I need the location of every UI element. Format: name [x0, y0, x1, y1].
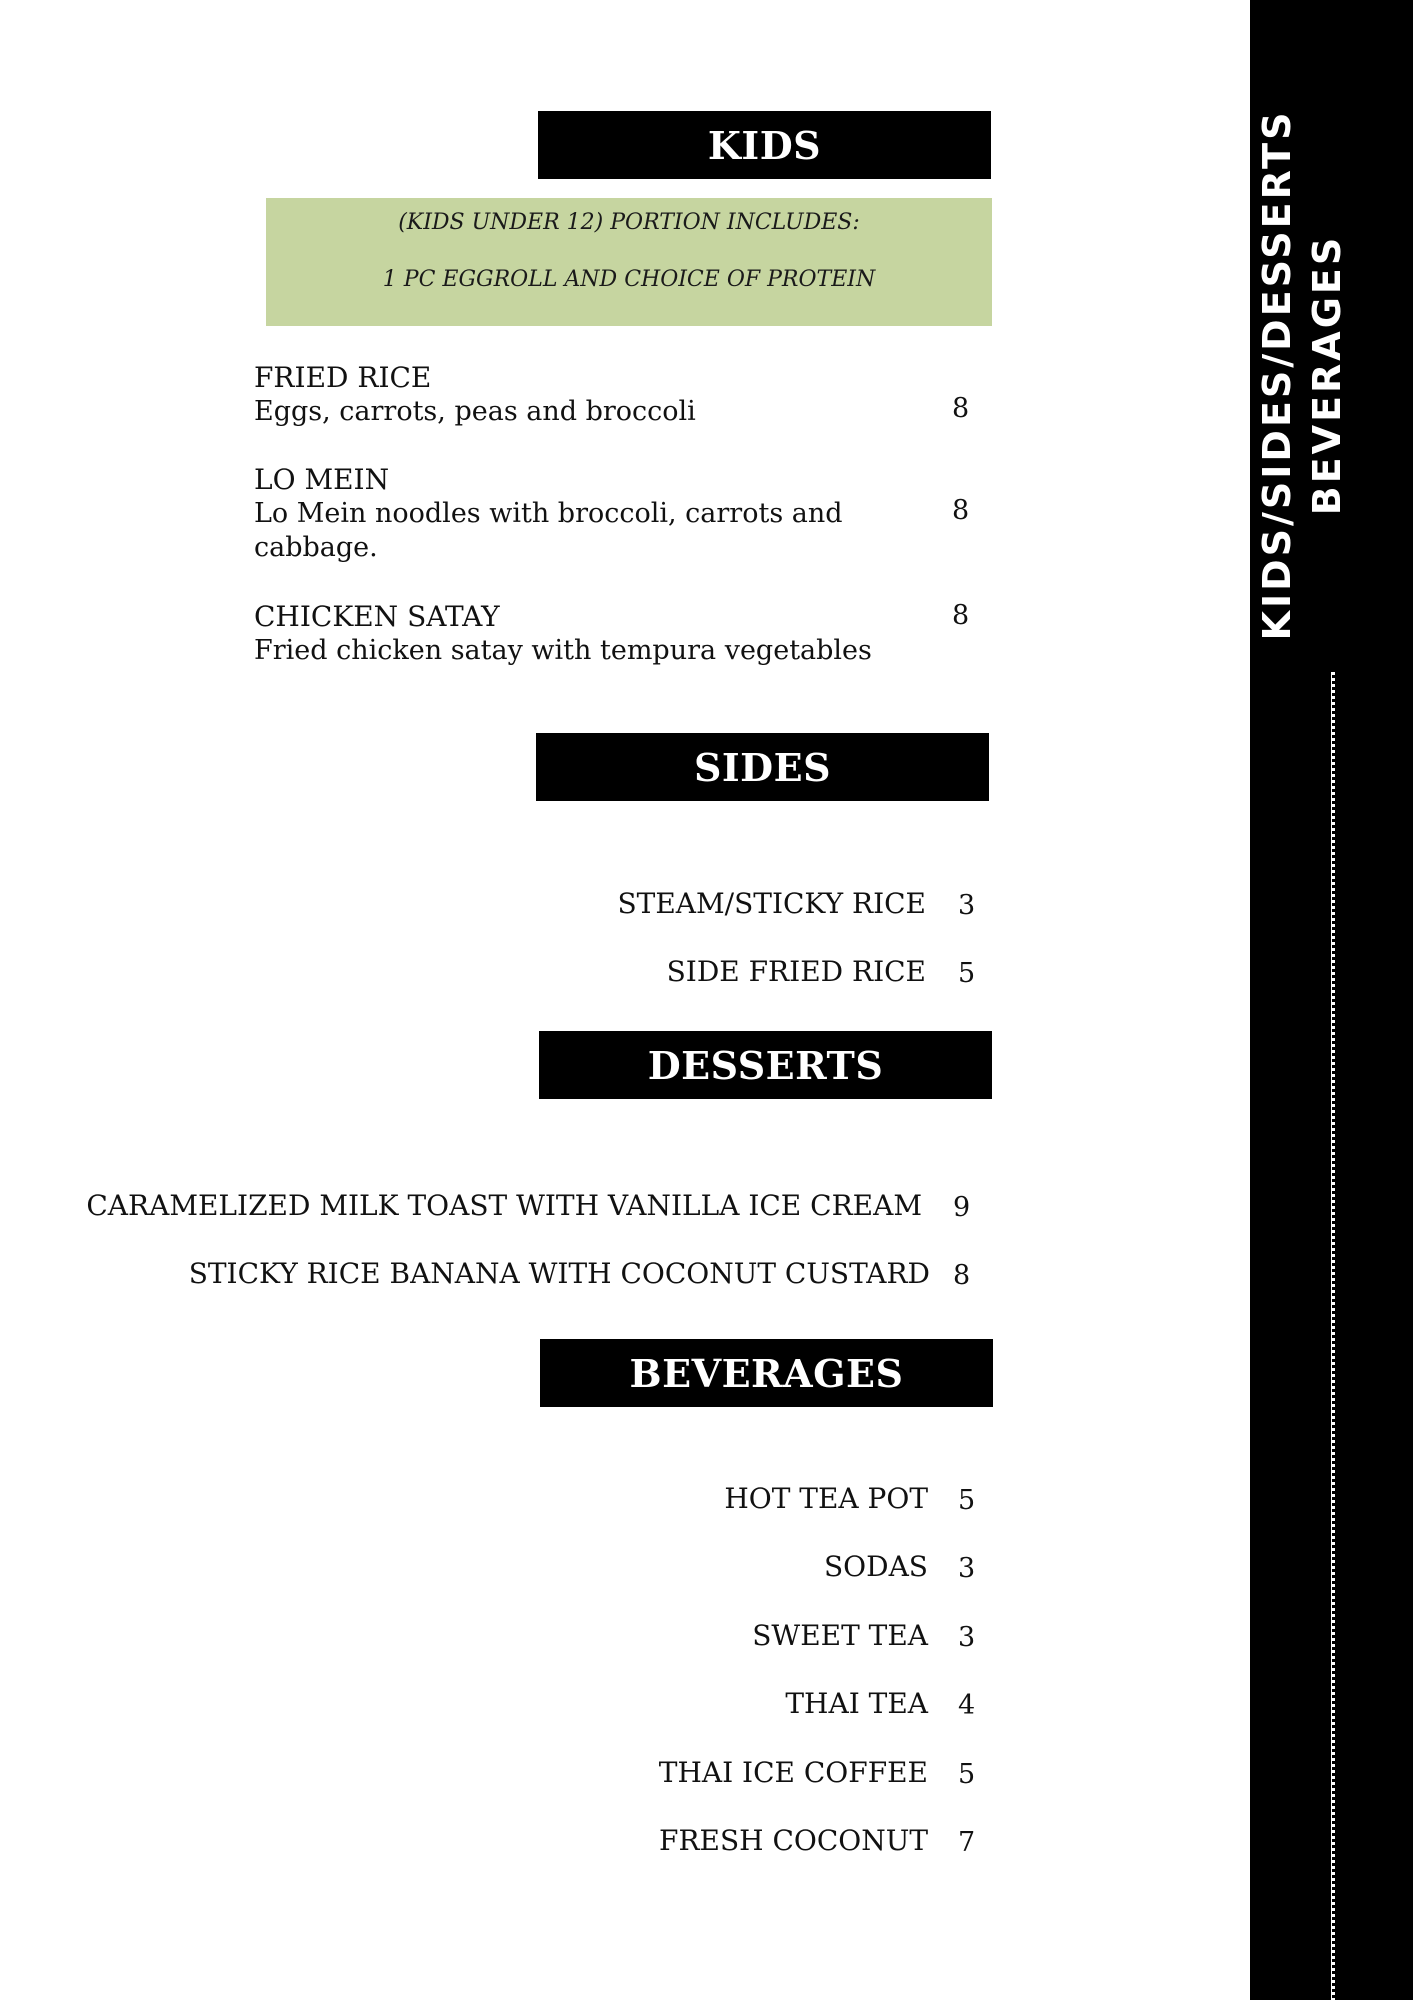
- beverages-item-name: THAI ICE COFFEE: [658, 1756, 928, 1789]
- beverages-item-name: SODAS: [824, 1550, 928, 1583]
- desserts-heading: [539, 1031, 992, 1099]
- kids-item-price: 8: [952, 393, 970, 424]
- kids-heading: [538, 111, 991, 179]
- desserts-row: [0, 1257, 930, 1297]
- sidebar-title: [1252, 75, 1372, 675]
- kids-item-desc: Lo Mein noodles with broccoli, carrots and cabbage.: [254, 498, 843, 563]
- kids-item-price: 8: [952, 495, 970, 526]
- sides-item-name: STEAM/STICKY RICE: [617, 887, 926, 920]
- kids-note-line-1: (KIDS UNDER 12) PORTION INCLUDES:: [398, 210, 860, 235]
- desserts-row: [0, 1189, 922, 1229]
- desserts-item-name: STICKY RICE BANANA WITH COCONUT CUSTARD: [188, 1257, 930, 1290]
- kids-item-name: CHICKEN SATAY: [254, 600, 500, 633]
- sides-item-name: SIDE FRIED RICE: [666, 955, 926, 988]
- sides-item-price: 5: [958, 958, 976, 989]
- beverages-item-name: SWEET TEA: [752, 1619, 928, 1652]
- sides-heading-text: SIDES: [693, 744, 832, 790]
- beverages-row: [0, 1824, 928, 1864]
- desserts-item-name: CARAMELIZED MILK TOAST WITH VANILLA ICE CREAM: [86, 1189, 922, 1222]
- desserts-item-price: 8: [953, 1260, 971, 1291]
- kids-heading-text: KIDS: [707, 122, 822, 168]
- beverages-item-name: FRESH COCONUT: [659, 1824, 928, 1857]
- beverages-item-price: 3: [958, 1622, 976, 1653]
- beverages-item-name: HOT TEA POT: [724, 1482, 928, 1515]
- sides-row: [0, 887, 926, 927]
- beverages-item-price: 4: [958, 1690, 976, 1721]
- beverages-row: [0, 1619, 928, 1659]
- kids-item-chicken-satay: [254, 600, 974, 668]
- kids-note-box: [266, 198, 992, 326]
- beverages-row: [0, 1550, 928, 1590]
- beverages-row: [0, 1756, 928, 1796]
- beverages-row: [0, 1482, 928, 1522]
- sides-item-price: 3: [958, 890, 976, 921]
- kids-item-desc: Fried chicken satay with tempura vegetables: [254, 635, 872, 666]
- beverages-item-price: 3: [958, 1553, 976, 1584]
- kids-item-desc: Eggs, carrots, peas and broccoli: [254, 396, 696, 427]
- sidebar-title-line-1: KIDS/SIDES/DESSERTS: [1255, 109, 1299, 641]
- sides-heading: [536, 733, 989, 801]
- sidebar-dashed-rule: [1331, 672, 1335, 2000]
- kids-item-fried-rice: [254, 361, 974, 429]
- kids-item-price: 8: [952, 600, 970, 631]
- kids-item-name: FRIED RICE: [254, 361, 432, 394]
- sides-row: [0, 955, 926, 995]
- kids-note-line-2: 1 PC EGGROLL AND CHOICE OF PROTEIN: [382, 267, 876, 292]
- beverages-item-price: 7: [958, 1827, 976, 1858]
- kids-item-name: LO MEIN: [254, 463, 390, 496]
- beverages-heading: [540, 1339, 993, 1407]
- beverages-item-price: 5: [958, 1759, 976, 1790]
- beverages-item-price: 5: [958, 1485, 976, 1516]
- sidebar-title-line-2: BEVERAGES: [1305, 234, 1349, 516]
- desserts-item-price: 9: [953, 1192, 971, 1223]
- beverages-heading-text: BEVERAGES: [629, 1350, 904, 1396]
- desserts-heading-text: DESSERTS: [647, 1042, 884, 1088]
- beverages-row: [0, 1687, 928, 1727]
- beverages-item-name: THAI TEA: [785, 1687, 928, 1720]
- kids-item-lo-mein: [254, 463, 974, 565]
